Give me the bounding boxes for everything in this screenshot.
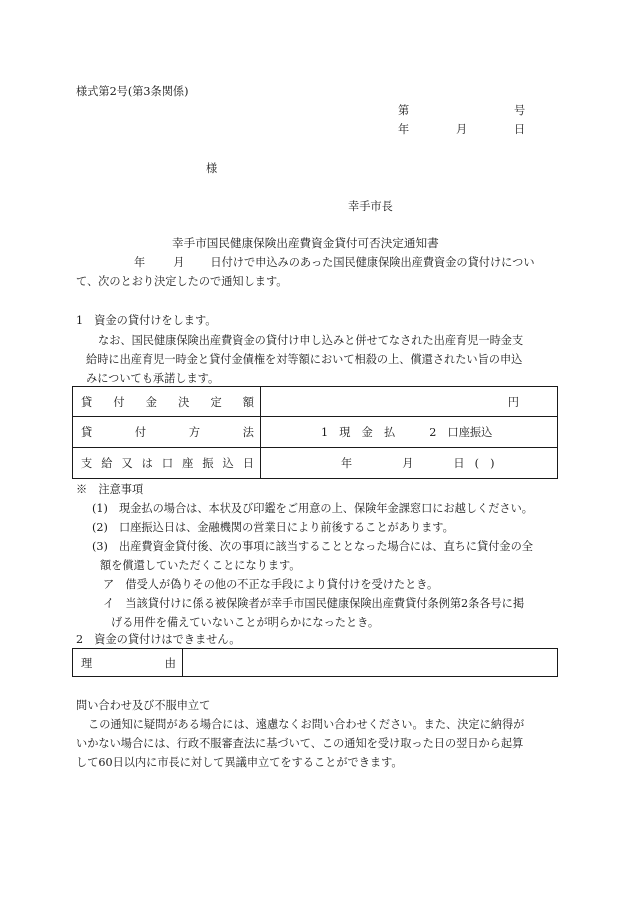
loan-table: [72, 386, 558, 479]
label-reason: [73, 649, 183, 676]
label-char: 給: [101, 457, 113, 470]
reason-table: [72, 648, 558, 677]
inquiry-line-1: この通知に疑問がある場合には、遠慮なくお問い合わせください。また、決定に納得が: [88, 718, 525, 731]
section1-note-line-1: なお、国民健康保険出産費資金の貸付け申し込みと併せてなされた出産育児一時金支: [98, 334, 524, 347]
label-char: 法: [242, 426, 254, 439]
label-loan-amount: [73, 387, 261, 416]
label-char: 方: [188, 426, 201, 439]
label-char: 決: [178, 395, 190, 409]
number-prefix: 第: [398, 104, 410, 117]
section2-heading: 2 資金の貸付けはできません。: [76, 633, 241, 646]
intro-line-2: て、次のとおり決定したので通知します。: [76, 275, 288, 288]
label-char: は: [141, 457, 153, 470]
form-number: 様式第2号(第3条関係): [76, 85, 189, 98]
date-day: 日: [514, 123, 526, 136]
intro-line-1: [76, 257, 535, 268]
label-char: 額: [242, 395, 254, 409]
inquiry-line-2: いかない場合には、行政不服審査法に基づいて、この通知を受け取った日の翌日から起算: [76, 737, 524, 750]
payment-day: 日: [453, 457, 465, 470]
label-char: 口: [161, 457, 174, 470]
label-char: 振: [202, 457, 214, 470]
payment-month: 月: [402, 457, 414, 470]
section1-note-line-3: みについても承諾します。: [86, 372, 220, 385]
number-suffix: 号: [514, 104, 526, 117]
label-char: 金: [145, 395, 157, 409]
yen-unit: 円: [507, 395, 519, 409]
intro-month: 月: [173, 256, 185, 269]
note-item-1: (1) 現金払の場合は、本状及び印鑑をご用意の上、保険年金課窓口にお越しください。: [92, 502, 533, 515]
note-item-3-line-2: 額を償還していただくことになります。: [100, 559, 301, 572]
date-year: 年: [398, 123, 410, 136]
label-char: 日: [242, 457, 254, 470]
label-char: 又: [121, 457, 133, 470]
note-item-2: (2) 口座振込日は、金融機関の営業日により前後することがあります。: [92, 521, 454, 534]
table-row-reason: [73, 649, 557, 676]
value-loan-amount: [261, 387, 557, 416]
note-item-3-line-1: (3) 出産費資金貸付後、次の事項に該当することとなった場合には、直ちに貸付金の全: [92, 540, 533, 553]
issuer: 幸手市長: [348, 200, 393, 213]
table-row-loan-amount: [73, 387, 557, 417]
label-payment-date: [73, 448, 261, 478]
table-row-loan-method: [73, 417, 557, 448]
payment-year: 年: [341, 457, 353, 470]
notes-heading: ※ 注意事項: [76, 483, 144, 496]
inquiry-heading: 問い合わせ及び不服申立て: [76, 699, 211, 712]
payment-weekday: ( ): [474, 457, 495, 470]
label-loan-method: [73, 417, 261, 447]
label-char: 貸: [81, 426, 93, 439]
intro-year: 年: [134, 256, 146, 269]
note-sub-a: ア 借受人が偽りその他の不正な手段により貸付けを受けたとき。: [103, 578, 439, 591]
section1-note-line-2: 給時に出産育児一時金と貸付金債権を対等額において相殺の上、償還されたい旨の申込: [86, 353, 523, 366]
note-sub-i-line-1: イ 当該貸付けに係る被保険者が幸手市国民健康保険出産費貸付条例第2条各号に掲: [103, 597, 525, 610]
inquiry-line-3: して60日以内に市長に対して異議申立てをすることができます。: [76, 756, 403, 769]
section1-heading: 1 資金の貸付けをします。: [76, 314, 217, 327]
label-char: 由: [164, 656, 176, 670]
label-char: 座: [182, 457, 194, 470]
label-char: 貸: [81, 395, 93, 409]
label-char: 定: [210, 395, 222, 409]
option-cash: 1 現 金 払: [321, 426, 396, 439]
intro-line-1-rest: 日付けで申込みのあった国民健康保険出産費資金の貸付けについ: [210, 256, 535, 269]
note-sub-i-line-2: げる用件を備えていないことが明らかになったとき。: [111, 616, 380, 629]
date-month: 月: [456, 123, 468, 136]
label-char: 付: [113, 395, 125, 409]
document-title: 幸手市国民健康保険出産費資金貸付可否決定通知書: [172, 236, 439, 250]
label-char: 支: [81, 457, 93, 470]
label-char: 付: [134, 426, 147, 439]
value-payment-date: [261, 448, 557, 478]
table-row-payment-date: [73, 448, 557, 478]
label-char: 理: [81, 656, 93, 670]
addressee-suffix: 様: [206, 162, 218, 175]
option-bank-transfer: 2 口座振込: [429, 426, 493, 439]
label-char: 込: [222, 457, 234, 470]
value-reason: [183, 649, 557, 676]
value-loan-method: [261, 417, 557, 447]
